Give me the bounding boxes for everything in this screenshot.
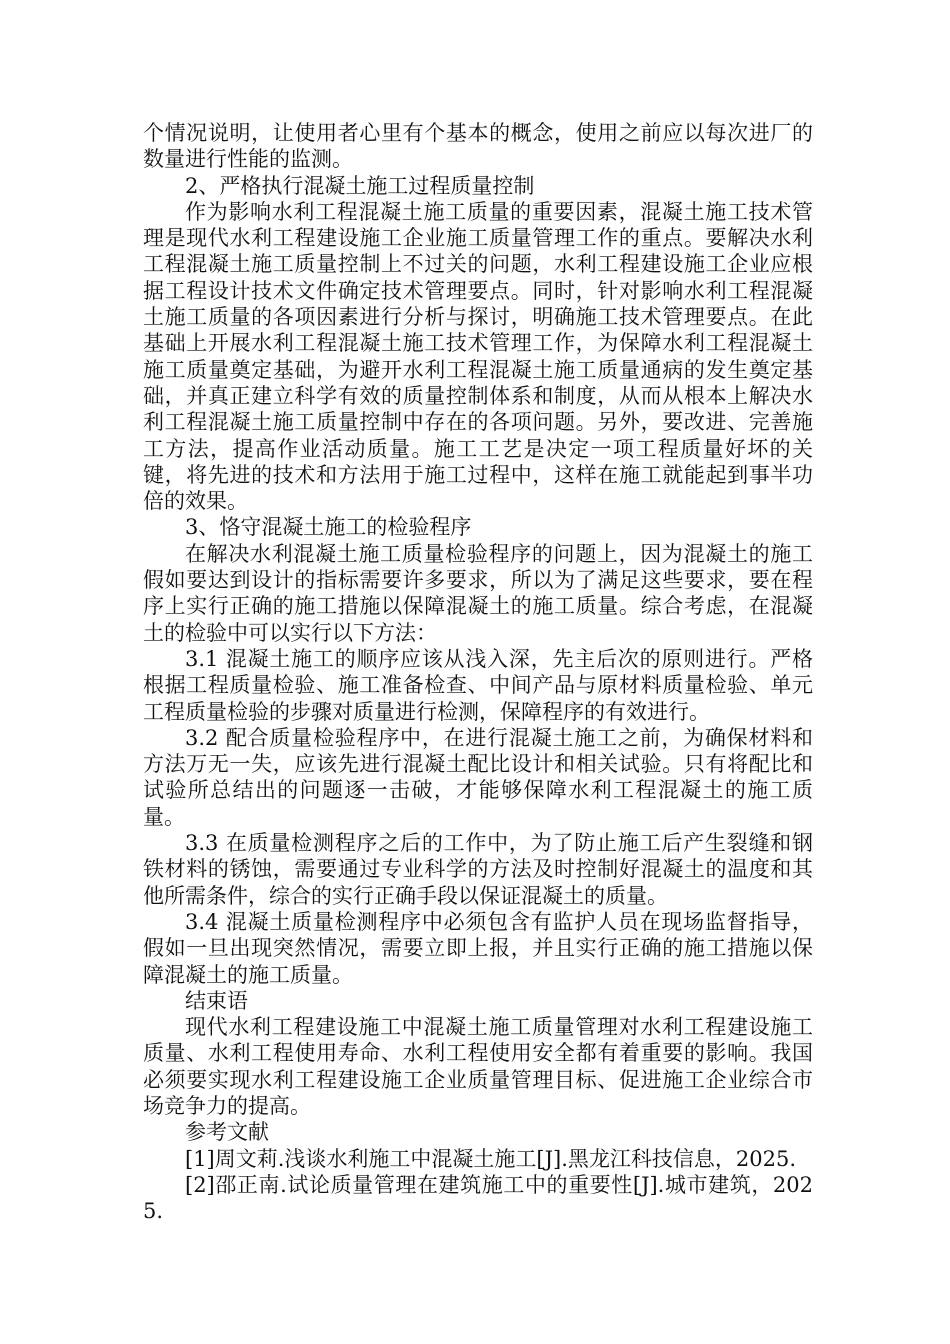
subsection-3-2: 3.2 配合质量检验程序中，在进行混凝土施工之前，为确保材料和方法万无一失，应该先进行混凝土配比设计和相关试验。只有将配比和试验所总结出的问题逐一击破，才能够保障水利工程混凝土的施工质量。 — [143, 725, 813, 829]
document-body — [143, 120, 813, 1224]
reference-item: [2]邵正南.试论质量管理在建筑施工中的重要性[J].城市建筑，2025. — [143, 1172, 813, 1224]
section-heading-3: 3、恪守混凝土施工的检验程序 — [185, 515, 472, 540]
conclusion-paragraph: 现代水利工程建设施工中混凝土施工质量管理对水利工程建设施工质量、水利工程使用寿命、水利工程使用安全都有着重要的影响。我国必须要实现水利工程建设施工企业质量管理目标、促进施工企业综合市场竞争力的提高。 — [143, 1015, 813, 1118]
conclusion-heading: 结束语 — [185, 988, 248, 1013]
paragraph-continuation: 个情况说明，让使用者心里有个基本的概念，使用之前应以每次进厂的数量进行性能的监测。 — [143, 121, 813, 172]
subsection-3-3: 3.3 在质量检测程序之后的工作中，为了防止施工后产生裂缝和钢铁材料的锈蚀，需要通过专业科学的方法及时控制好混凝土的温度和其他所需条件，综合的实行正确手段以保证混凝土的质量。 — [143, 831, 813, 908]
section-heading-2: 2、严格执行混凝土施工过程质量控制 — [185, 173, 535, 198]
references-heading: 参考文献 — [185, 1120, 269, 1145]
subsection-3-4: 3.4 混凝土质量检测程序中必须包含有监护人员在现场监督指导，假如一旦出现突然情况，需要立即上报，并且实行正确的施工措施以保障混凝土的施工质量。 — [143, 909, 813, 987]
reference-item: [1]周文莉.浅谈水利施工中混凝土施工[J].黑龙江科技信息，2025. — [185, 1146, 797, 1171]
paragraph: 在解决水利混凝土施工质量检验程序的问题上，因为混凝土的施工假如要达到设计的指标需要许多要求，所以为了满足这些要求，要在程序上实行正确的施工措施以保障混凝土的施工质量。综合考虑，在混凝土的检验中可以实行以下方法： — [143, 541, 813, 645]
subsection-3-1: 3.1 混凝土施工的顺序应该从浅入深，先主后次的原则进行。严格根据工程质量检验、施工准备检查、中间产品与原材料质量检验、单元工程质量检验的步骤对质量进行检测，保障程序的有效进行。 — [143, 646, 813, 724]
paragraph: 作为影响水利工程混凝土施工质量的重要因素，混凝土施工技术管理是现代水利工程建设施工企业施工质量管理工作的重点。要解决水利工程混凝土施工质量控制上不过关的问题，水利工程建设施工企业应根据工程设计技术文件确定技术管理要点。同时，针对影响水利工程混凝土施工质量的各项因素进行分析与探讨，明确施工技术管理要点。在此基础上开展水利工程混凝土施工技术管理工作，为保障水利工程混凝土施工质量奠定基础，为避开水利工程混凝土施工质量通病的发生奠定基础，并真正建立科学有效的质量控制体系和制度，从而从根本上解决水利工程混凝土施工质量控制中存在的各项问题。另外，要改进、完善施工方法，提高作业活动质量。施工工艺是决定一项工程质量好坏的关键，将先进的技术和方法用于施工过程中，这样在施工就能起到事半功倍的效果。 — [143, 199, 813, 514]
